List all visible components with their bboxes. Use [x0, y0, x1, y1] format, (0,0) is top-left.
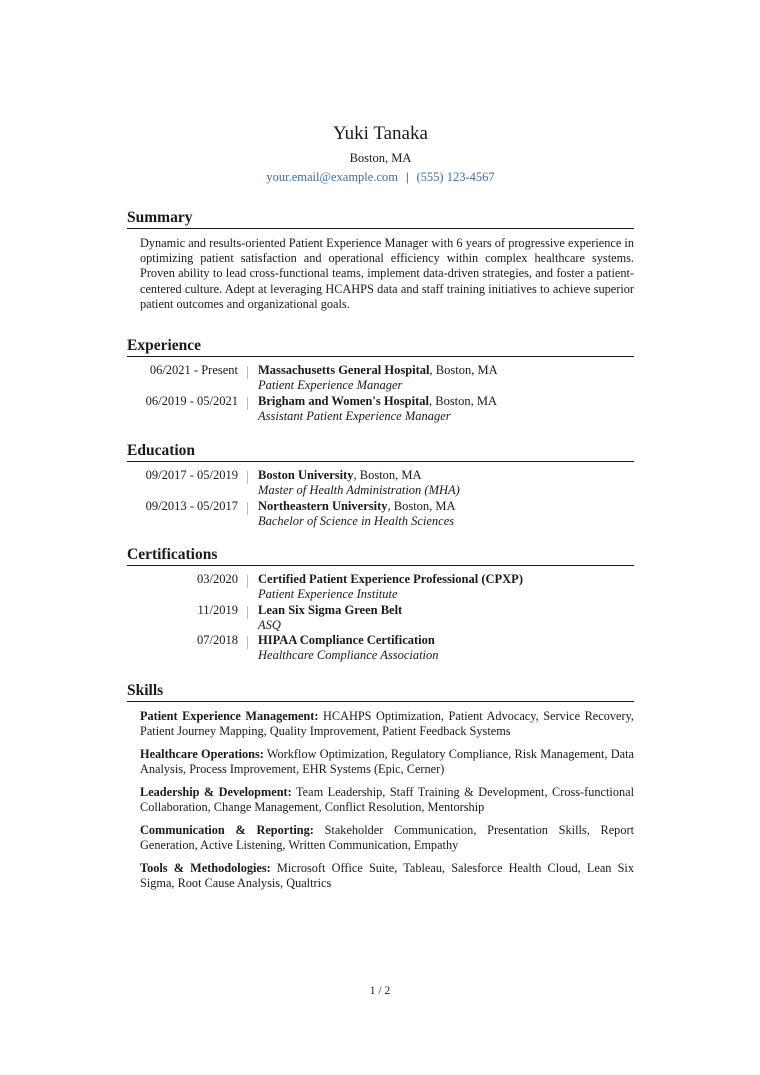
education-section: [127, 441, 634, 529]
entry-subtitle: Healthcare Compliance Association: [258, 648, 439, 662]
experience-heading: Experience: [127, 336, 634, 357]
summary-text: Dynamic and results-oriented Patient Experience Manager with 6 years of progressive experience in optimizing patient satisfaction and operational efficiency within complex healthcare systems. Proven ability to lead cross-functional teams, implement data-driven strategies, and foster a patient-centered culture. Adept at leveraging HCAHPS data and staff training initiatives to achieve superior patient outcomes and organizational goals.: [140, 236, 634, 311]
entry-divider: [247, 575, 248, 588]
entry-body: [258, 394, 497, 424]
contact-line: [127, 168, 634, 186]
resume-page: [127, 0, 634, 891]
entry-location: , Boston, MA: [353, 468, 422, 482]
entry-organization: Brigham and Women's Hospital: [258, 393, 429, 408]
entry-title: [258, 603, 402, 618]
entry-organization: Northeastern University: [258, 498, 388, 513]
skill-category: Tools & Methodologies:: [140, 861, 271, 875]
experience-list: [127, 363, 634, 424]
entry-body: [258, 499, 456, 529]
entry-organization: HIPAA Compliance Certification: [258, 633, 435, 647]
entry-subtitle: Master of Health Administration (MHA): [258, 483, 460, 497]
skill-list-text: Microsoft Office Suite, Tableau, Salesforce Health Cloud, Lean Six Sigma, Root Cause Analysis, Qualtrics: [140, 861, 634, 891]
certifications-list: [127, 572, 634, 664]
entry-divider: [247, 636, 248, 649]
skill-category: Leadership & Development:: [140, 785, 292, 799]
list-item: [127, 468, 634, 499]
entry-title: [258, 572, 523, 587]
entry-organization: Massachusetts General Hospital: [258, 363, 430, 377]
certifications-section: [127, 545, 634, 664]
entry-subtitle: Patient Experience Institute: [258, 587, 398, 601]
entry-title: [258, 394, 497, 409]
skill-list-text: Workflow Optimization, Regulatory Compliance, Risk Management, Data Analysis, Process Improvement, EHR Systems (Epic, Cerner): [140, 747, 634, 777]
entry-location: , Boston, MA: [387, 498, 456, 513]
list-item: [127, 572, 634, 603]
entry-date: 06/2019 - 05/2021: [145, 393, 238, 408]
list-item: [127, 363, 634, 394]
skills-heading: Skills: [127, 681, 634, 702]
entry-divider: [247, 366, 248, 379]
entry-subtitle: ASQ: [258, 617, 281, 632]
entry-title: [258, 633, 439, 648]
certifications-heading: Certifications: [127, 545, 634, 566]
candidate-name: Yuki Tanaka: [333, 123, 428, 144]
entry-subtitle: Patient Experience Manager: [258, 378, 403, 392]
education-list: [127, 468, 634, 529]
skills-list: [140, 709, 634, 891]
entry-subtitle: Assistant Patient Experience Manager: [258, 408, 451, 423]
skill-category: Communication & Reporting:: [140, 823, 314, 837]
entry-location: , Boston, MA: [429, 363, 498, 377]
email-link[interactable]: your.email@example.com: [266, 170, 398, 184]
entry-date: 06/2021 - Present: [149, 363, 238, 377]
skill-item: [140, 823, 634, 853]
entry-body: [258, 603, 402, 633]
skill-category: Healthcare Operations:: [140, 747, 264, 761]
entry-divider: [247, 502, 248, 515]
entry-divider: [247, 471, 248, 484]
entry-title: [258, 499, 456, 514]
entry-body: [258, 572, 523, 602]
skill-item: [140, 861, 634, 891]
skill-list-text: Stakeholder Communication, Presentation Skills, Report Generation, Active Listening, Written Communication, Empathy: [140, 823, 634, 853]
list-item: [127, 394, 634, 425]
skills-section: [127, 681, 634, 899]
contact-separator: |: [405, 170, 409, 184]
entry-date: 03/2020: [197, 572, 238, 586]
entry-subtitle: Bachelor of Science in Health Sciences: [258, 513, 455, 528]
entry-body: [258, 633, 439, 663]
entry-location: , Boston, MA: [428, 393, 498, 408]
education-heading: Education: [127, 441, 634, 462]
phone-link[interactable]: (555) 123-4567: [416, 170, 495, 184]
entry-divider: [247, 397, 248, 410]
list-item: [127, 603, 634, 634]
summary-heading: Summary: [127, 208, 634, 229]
entry-date: 07/2018: [197, 633, 238, 647]
skill-item: [140, 709, 634, 739]
skill-list-text: HCAHPS Optimization, Patient Advocacy, Service Recovery, Patient Journey Mapping, Quality Improvement, Patient Feedback Systems: [140, 709, 634, 739]
page-number: 1 / 2: [369, 985, 391, 997]
entry-title: [258, 468, 460, 483]
skill-item: [140, 785, 634, 815]
skill-item: [140, 747, 634, 777]
entry-organization: Certified Patient Experience Professional (CPXP): [258, 572, 523, 586]
entry-body: [258, 363, 498, 393]
experience-section: [127, 336, 634, 424]
summary-section: [127, 208, 634, 312]
entry-title: [258, 363, 498, 378]
entry-date: 11/2019: [197, 602, 238, 617]
skill-category: Patient Experience Management:: [140, 709, 319, 723]
skill-list-text: Team Leadership, Staff Training & Development, Cross-functional Collaboration, Change Management, Conflict Resolution, Mentorship: [140, 785, 634, 815]
entry-date: 09/2013 - 05/2017: [145, 498, 238, 513]
entry-divider: [247, 606, 248, 619]
resume-header: [127, 0, 634, 186]
candidate-location: Boston, MA: [349, 151, 412, 165]
entry-date: 09/2017 - 05/2019: [145, 468, 238, 482]
entry-organization: Boston University: [258, 468, 354, 482]
entry-organization: Lean Six Sigma Green Belt: [258, 602, 403, 617]
entry-body: [258, 468, 460, 498]
list-item: [127, 633, 634, 664]
list-item: [127, 499, 634, 530]
